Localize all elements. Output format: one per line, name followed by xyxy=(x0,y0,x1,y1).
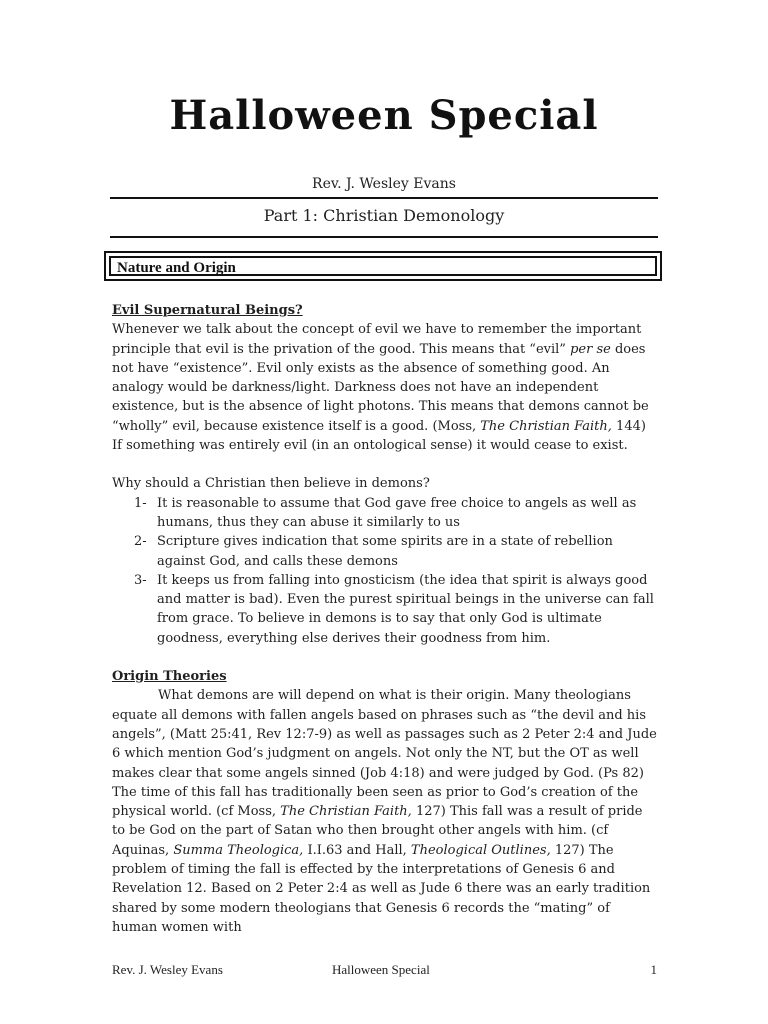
italic-per-se: per se xyxy=(570,341,611,357)
list-text: It keeps us from falling into gnosticism (the idea that spirit is always good and matter is bad). Even the purest spiritual beings in the universe can fall from grace. To believe in demons is to say that only God is ultimate goodness, everything else derives their goodness from him. xyxy=(157,572,654,646)
section-title-inner-border xyxy=(109,256,657,276)
paragraph-origin xyxy=(112,686,657,937)
book-title: Summa Theologica, xyxy=(173,842,304,858)
heading-origin-theories: Origin Theories xyxy=(112,669,227,685)
page-footer xyxy=(112,962,657,982)
book-title: The Christian Faith, xyxy=(480,418,612,434)
list-item xyxy=(112,571,657,648)
list-text: It is reasonable to assume that God gave free choice to angels as well as humans, thus they can abuse it similarly to us xyxy=(157,495,637,530)
list-number: 3- xyxy=(134,572,147,588)
footer-title: Halloween Special xyxy=(332,962,430,977)
book-title: The Christian Faith, xyxy=(280,804,412,820)
page-number: 1 xyxy=(650,962,657,977)
book-title: Theological Outlines, xyxy=(410,842,551,858)
document-body xyxy=(112,301,657,937)
list-number: 2- xyxy=(134,534,147,550)
list-text: Scripture gives indication that some spirits are in a state of rebellion against God, and calls these demons xyxy=(157,534,613,569)
text-run: Whenever we talk about the concept of evil we have to remember the important principle that evil is the privation of the good. This means that “evil” xyxy=(112,322,642,357)
heading-evil-beings: Evil Supernatural Beings? xyxy=(112,303,303,318)
list-item xyxy=(112,532,657,571)
part-subtitle: Part 1: Christian Demonology xyxy=(263,206,505,225)
text-run: What demons are will depend on what is their origin. Many theologians equate all demons with fallen angels based on phrases such as “the devil and his angels”, (Matt 25:41, Rev 12:7-9) as well as passages such as 2 Peter 2:4 and Jude 6 which mention God’s judgment on angels. Not only the NT, but the OT as well makes clear that some angels sinned (Job 4:18) and were judged by God. (Ps 82) The time of this fall has traditionally been seen as prior to God’s creation of the physical world. (cf Moss, xyxy=(112,688,657,820)
text-run: does not have “existence”. Evil only exists as the absence of something good. An analogy would be darkness/light. Darkness does not have an independent existence, but is the absence of light photons. This means that demons cannot be “wholly” evil, because existence itself is a good. (Moss, xyxy=(112,341,649,434)
section-title: Nature and Origin xyxy=(117,260,236,276)
section-title-box xyxy=(104,251,662,281)
paragraph-privation xyxy=(112,320,657,455)
document-title: Halloween Special xyxy=(169,92,599,139)
text-run: 127) This fall was a result of pride to be God on the part of Satan who then brought other angels with him. (cf Aquinas, xyxy=(112,804,643,858)
text-run: 127) The problem of timing the fall is effected by the interpretations of Genesis 6 and Revelation 12. Based on 2 Peter 2:4 as well as Jude 6 there was an early tradition shared by some modern theologians that Genesis 6 records the “mating” of human women with xyxy=(112,842,651,935)
list-item xyxy=(112,494,657,533)
question-line: Why should a Christian then believe in demons? xyxy=(112,476,430,492)
reasons-list xyxy=(112,494,657,648)
header-rule xyxy=(110,197,658,199)
author-line: Rev. J. Wesley Evans xyxy=(312,176,456,192)
subtitle-rule xyxy=(110,236,658,238)
text-run: I.I.63 and Hall, xyxy=(303,842,411,858)
text-run: 144) If something was entirely evil (in an ontological sense) it would cease to exist. xyxy=(112,418,646,454)
footer-author: Rev. J. Wesley Evans xyxy=(112,962,223,977)
list-number: 1- xyxy=(134,495,147,511)
